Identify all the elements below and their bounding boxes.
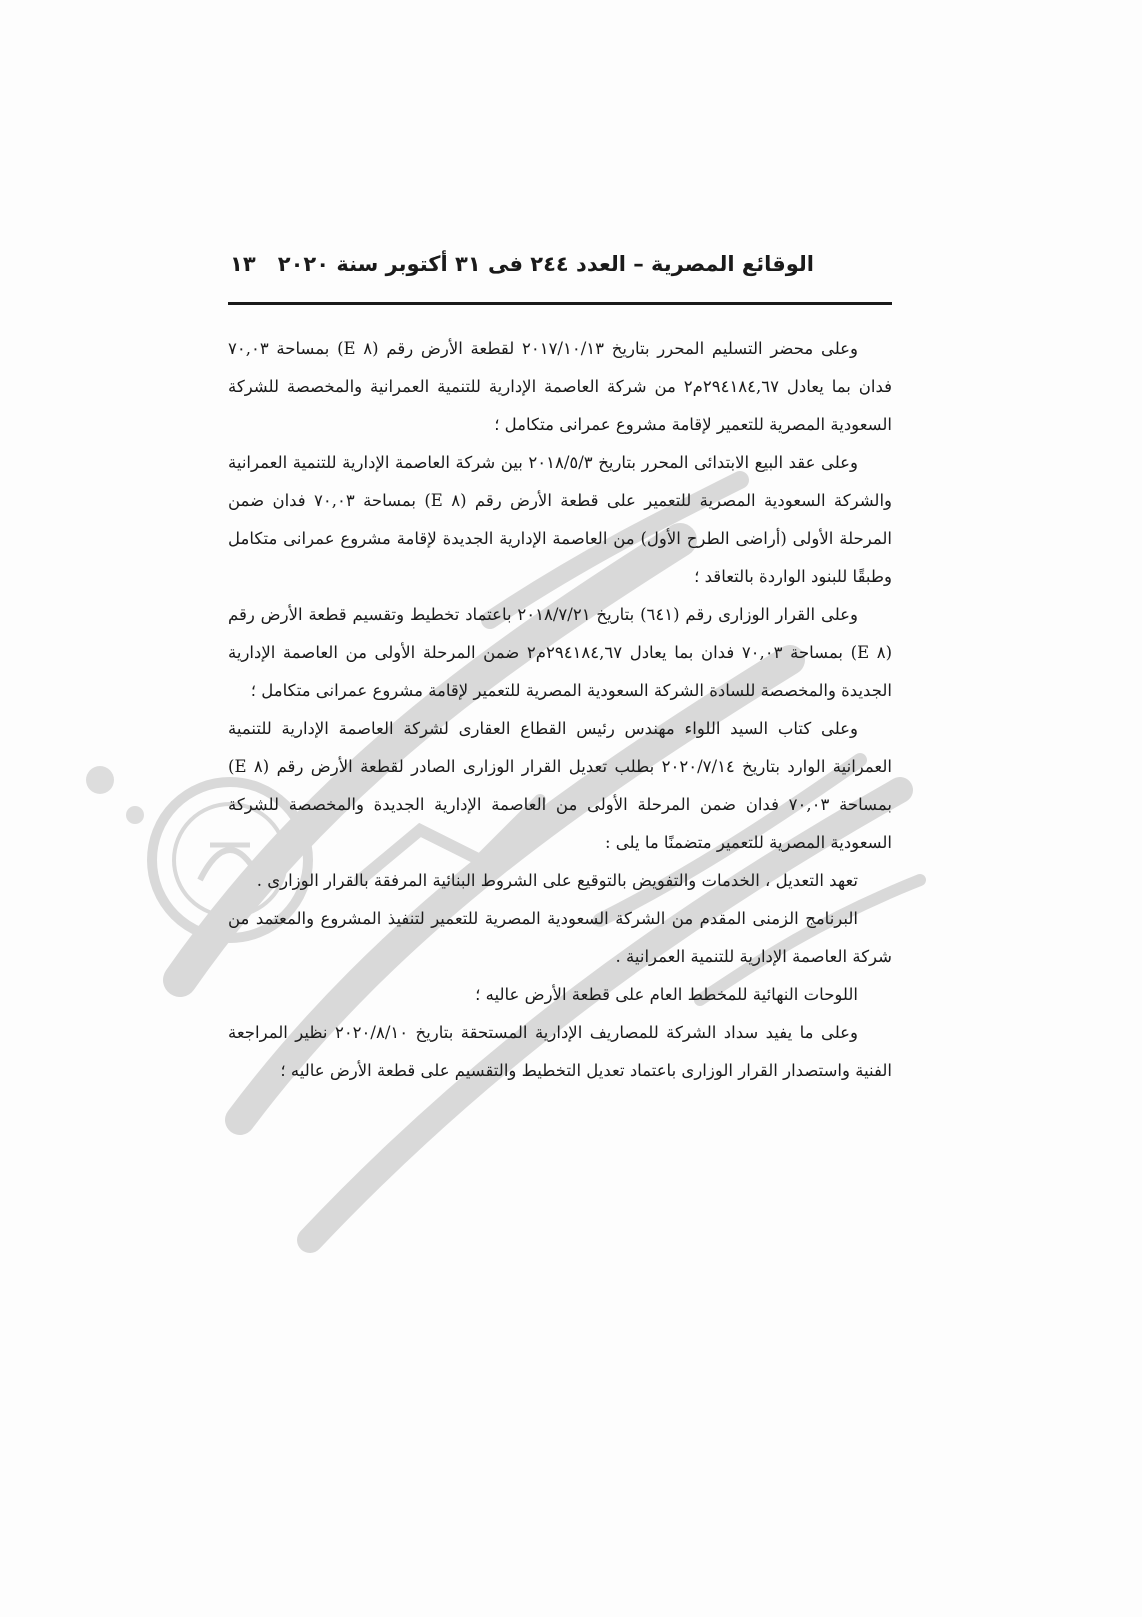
paragraph-sector-letter: وعلى كتاب السيد اللواء مهندس رئيس القطاع العقارى لشركة العاصمة الإدارية للتنمية العمرانية الوارد بتاريخ ٢٠٢٠/٧/١٤ بطلب تعديل القرار الوزارى الصادر لقطعة الأرض رقم (٨ E) بمساحة ٧٠,٠٣ فدان ضمن المرحلة الأولى من العاصمة الإدارية الجديدة والمخصصة للشركة السعودية المصرية للتعمير متضمنًا ما يلى : <box>228 719 893 852</box>
page-header <box>228 252 814 292</box>
paragraph-fees-payment: وعلى ما يفيد سداد الشركة للمصاريف الإدارية المستحقة بتاريخ ٢٠٢٠/٨/١٠ نظير المراجعة الفنية واستصدار القرار الوزارى باعتماد تعديل التخطيط والتقسيم على قطعة الأرض عاليه ؛ <box>228 1023 892 1080</box>
page-number: ١٣ <box>230 252 256 276</box>
gazette-issue-title: الوقائع المصرية – العدد ٢٤٤ فى ٣١ أكتوبر سنة ٢٠٢٠ <box>277 252 814 276</box>
document-body <box>228 330 892 1090</box>
paragraph-final-plans: اللوحات النهائية للمخطط العام على قطعة الأرض عاليه ؛ <box>475 985 858 1004</box>
paragraph-delivery-record: وعلى محضر التسليم المحرر بتاريخ ٢٠١٧/١٠/١٣ لقطعة الأرض رقم (٨ E) بمساحة ٧٠,٠٣ فدان بما يعادل ٢٩٤١٨٤,٦٧م٢ من شركة العاصمة الإدارية للتنمية العمرانية والمخصصة للشركة السعودية المصرية للتعمير لإقامة مشروع عمرانى متكامل ؛ <box>228 339 893 434</box>
paragraph-timeline-program: البرنامج الزمنى المقدم من الشركة السعودية المصرية للتعمير لتنفيذ المشروع والمعتمد من شركة العاصمة الإدارية للتنمية العمرانية . <box>228 909 892 966</box>
paragraph-sale-contract: وعلى عقد البيع الابتدائى المحرر بتاريخ ٢٠١٨/٥/٣ بين شركة العاصمة الإدارية للتنمية العمرانية والشركة السعودية المصرية للتعمير على قطعة الأرض رقم (٨ E) بمساحة ٧٠,٠٣ فدان ضمن المرحلة الأولى (أراضى الطرح الأول) من العاصمة الإدارية الجديدة لإقامة مشروع عمرانى متكامل وطبقًا للبنود الواردة بالتعاقد ؛ <box>228 453 892 586</box>
paragraph-amendment-pledge: تعهد التعديل ، الخدمات والتفويض بالتوقيع على الشروط البنائية المرفقة بالقرار الوزارى . <box>256 871 858 890</box>
header-divider <box>228 302 892 305</box>
paragraph-ministerial-decree: وعلى القرار الوزارى رقم (٦٤١) بتاريخ ٢٠١٨/٧/٢١ باعتماد تخطيط وتقسيم قطعة الأرض رقم (٨ E) بمساحة ٧٠,٠٣ فدان بما يعادل ٢٩٤١٨٤,٦٧م٢ ضمن المرحلة الأولى من العاصمة الإدارية الجديدة والمخصصة للسادة الشركة السعودية المصرية للتعمير لإقامة مشروع عمرانى متكامل ؛ <box>228 605 893 700</box>
